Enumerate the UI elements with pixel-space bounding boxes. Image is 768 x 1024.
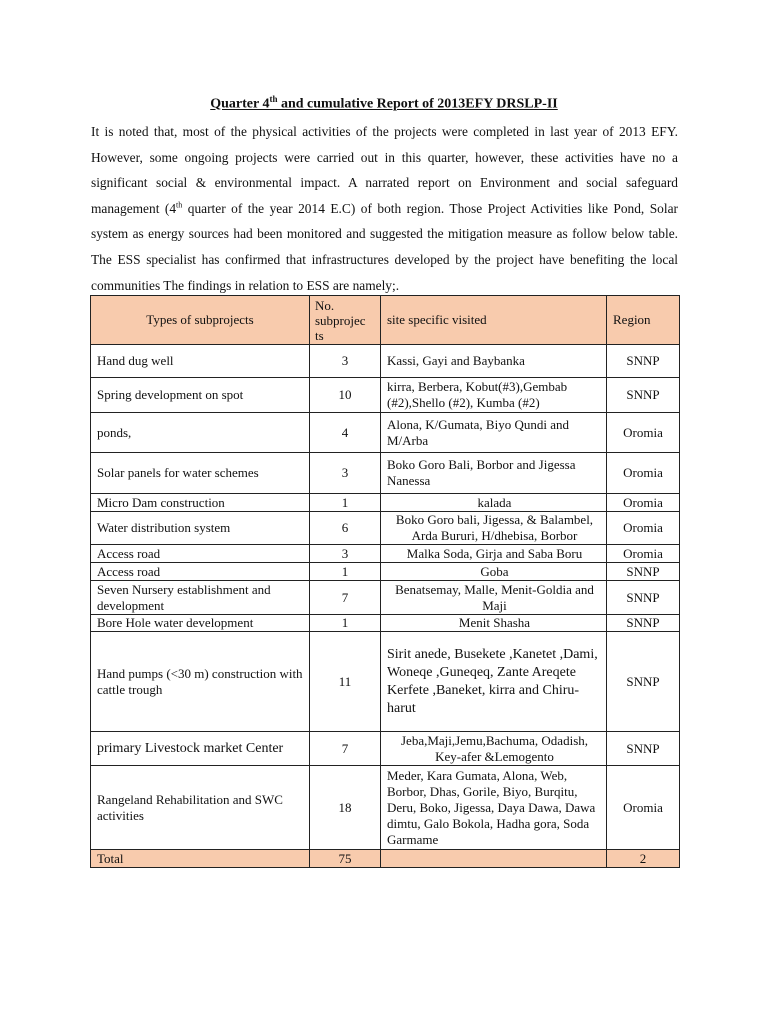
cell-type: Solar panels for water schemes — [91, 453, 310, 494]
header-sites: site specific visited — [381, 296, 607, 345]
cell-number: 11 — [310, 632, 381, 732]
total-label: Total — [91, 850, 310, 868]
cell-type: primary Livestock market Center — [91, 732, 310, 766]
cell-region: SNNP — [607, 632, 680, 732]
title-post: and cumulative Report of 2013EFY DRSLP-II — [277, 96, 558, 112]
table-row — [91, 378, 680, 413]
cell-number: 7 — [310, 732, 381, 766]
cell-type: Water distribution system — [91, 512, 310, 545]
cell-type: Access road — [91, 545, 310, 563]
cell-region: SNNP — [607, 345, 680, 378]
cell-sites: Malka Soda, Girja and Saba Boru — [381, 545, 607, 563]
subprojects-table — [90, 295, 680, 868]
table-row — [91, 453, 680, 494]
cell-type: Rangeland Rehabilitation and SWC activities — [91, 766, 310, 850]
cell-type: Micro Dam construction — [91, 494, 310, 512]
cell-sites: Alona, K/Gumata, Biyo Qundi and M/Arba — [381, 413, 607, 453]
cell-sites: Sirit anede, Busekete ,Kanetet ,Dami, Woneqe ,Guneqeq, Zante Areqete Kerfete ,Baneket, kirra and Chiru-harut — [381, 632, 607, 732]
table-row — [91, 512, 680, 545]
cell-region: Oromia — [607, 453, 680, 494]
intro-paragraph — [91, 119, 678, 298]
cell-region: SNNP — [607, 581, 680, 615]
cell-type: Hand pumps (<30 m) construction with cattle trough — [91, 632, 310, 732]
table-row — [91, 413, 680, 453]
header-type: Types of subprojects — [91, 296, 310, 345]
total-sites — [381, 850, 607, 868]
cell-sites: Meder, Kara Gumata, Alona, Web, Borbor, Dhas, Gorile, Biyo, Burqitu, Deru, Boko, Jigessa, Daya Dawa, Dawa dimtu, Galo Bokola, Hadha gora, Soda Garmame — [381, 766, 607, 850]
title-sup: th — [269, 94, 278, 104]
title-pre: Quarter 4 — [210, 96, 270, 112]
cell-sites: Jeba,Maji,Jemu,Bachuma, Odadish, Key-afer &Lemogento — [381, 732, 607, 766]
cell-number: 6 — [310, 512, 381, 545]
cell-region: Oromia — [607, 766, 680, 850]
cell-number: 1 — [310, 563, 381, 581]
cell-number: 1 — [310, 615, 381, 632]
cell-sites: Boko Goro bali, Jigessa, & Balambel, Arda Bururi, H/dhebisa, Borbor — [381, 512, 607, 545]
header-region: Region — [607, 296, 680, 345]
table-row — [91, 615, 680, 632]
cell-sites: Boko Goro Bali, Borbor and Jigessa Nanessa — [381, 453, 607, 494]
cell-region: SNNP — [607, 378, 680, 413]
cell-number: 18 — [310, 766, 381, 850]
cell-region: SNNP — [607, 615, 680, 632]
cell-sites: Menit Shasha — [381, 615, 607, 632]
total-row — [91, 850, 680, 868]
cell-type: ponds, — [91, 413, 310, 453]
cell-sites: kalada — [381, 494, 607, 512]
cell-region: SNNP — [607, 732, 680, 766]
table-row — [91, 766, 680, 850]
table-row — [91, 494, 680, 512]
cell-sites: Benatsemay, Malle, Menit-Goldia and Maji — [381, 581, 607, 615]
cell-sites: Goba — [381, 563, 607, 581]
cell-type: Access road — [91, 563, 310, 581]
cell-sites: kirra, Berbera, Kobut(#3),Gembab (#2),Shello (#2), Kumba (#2) — [381, 378, 607, 413]
cell-region: Oromia — [607, 545, 680, 563]
cell-sites: Kassi, Gayi and Baybanka — [381, 345, 607, 378]
para-part1: It is noted that, most of the physical activities of the projects were completed in last year of 2013 EFY. However, some ongoing projects were carried out in this quarter, however, these activities have no a significant social & environmental impact. A narrated report on Environment and social safeguard management (4 — [91, 124, 678, 216]
para-sup: th — [176, 200, 183, 210]
table-row — [91, 345, 680, 378]
header-number: No. subprojec ts — [310, 296, 381, 345]
cell-number: 3 — [310, 545, 381, 563]
table-row — [91, 563, 680, 581]
table-header-row — [91, 296, 680, 345]
cell-number: 7 — [310, 581, 381, 615]
total-number: 75 — [310, 850, 381, 868]
cell-region: Oromia — [607, 494, 680, 512]
table-row — [91, 581, 680, 615]
total-region: 2 — [607, 850, 680, 868]
table-row — [91, 632, 680, 732]
table-row — [91, 545, 680, 563]
cell-number: 1 — [310, 494, 381, 512]
para-part2: quarter of the year 2014 E.C) of both region. Those Project Activities like Pond, Solar system as energy sources had been monitored and suggested the mitigation measure as follow below table. The ESS specialist has confirmed that infrastructures developed by the project have benefiting the local communities The findings in relation to ESS are namely;. — [91, 200, 678, 293]
cell-number: 4 — [310, 413, 381, 453]
cell-number: 10 — [310, 378, 381, 413]
cell-region: Oromia — [607, 413, 680, 453]
cell-region: SNNP — [607, 563, 680, 581]
cell-type: Hand dug well — [91, 345, 310, 378]
cell-type: Spring development on spot — [91, 378, 310, 413]
cell-region: Oromia — [607, 512, 680, 545]
cell-number: 3 — [310, 453, 381, 494]
cell-number: 3 — [310, 345, 381, 378]
cell-type: Seven Nursery establishment and development — [91, 581, 310, 615]
cell-type: Bore Hole water development — [91, 615, 310, 632]
table-row — [91, 732, 680, 766]
report-title — [0, 94, 768, 113]
